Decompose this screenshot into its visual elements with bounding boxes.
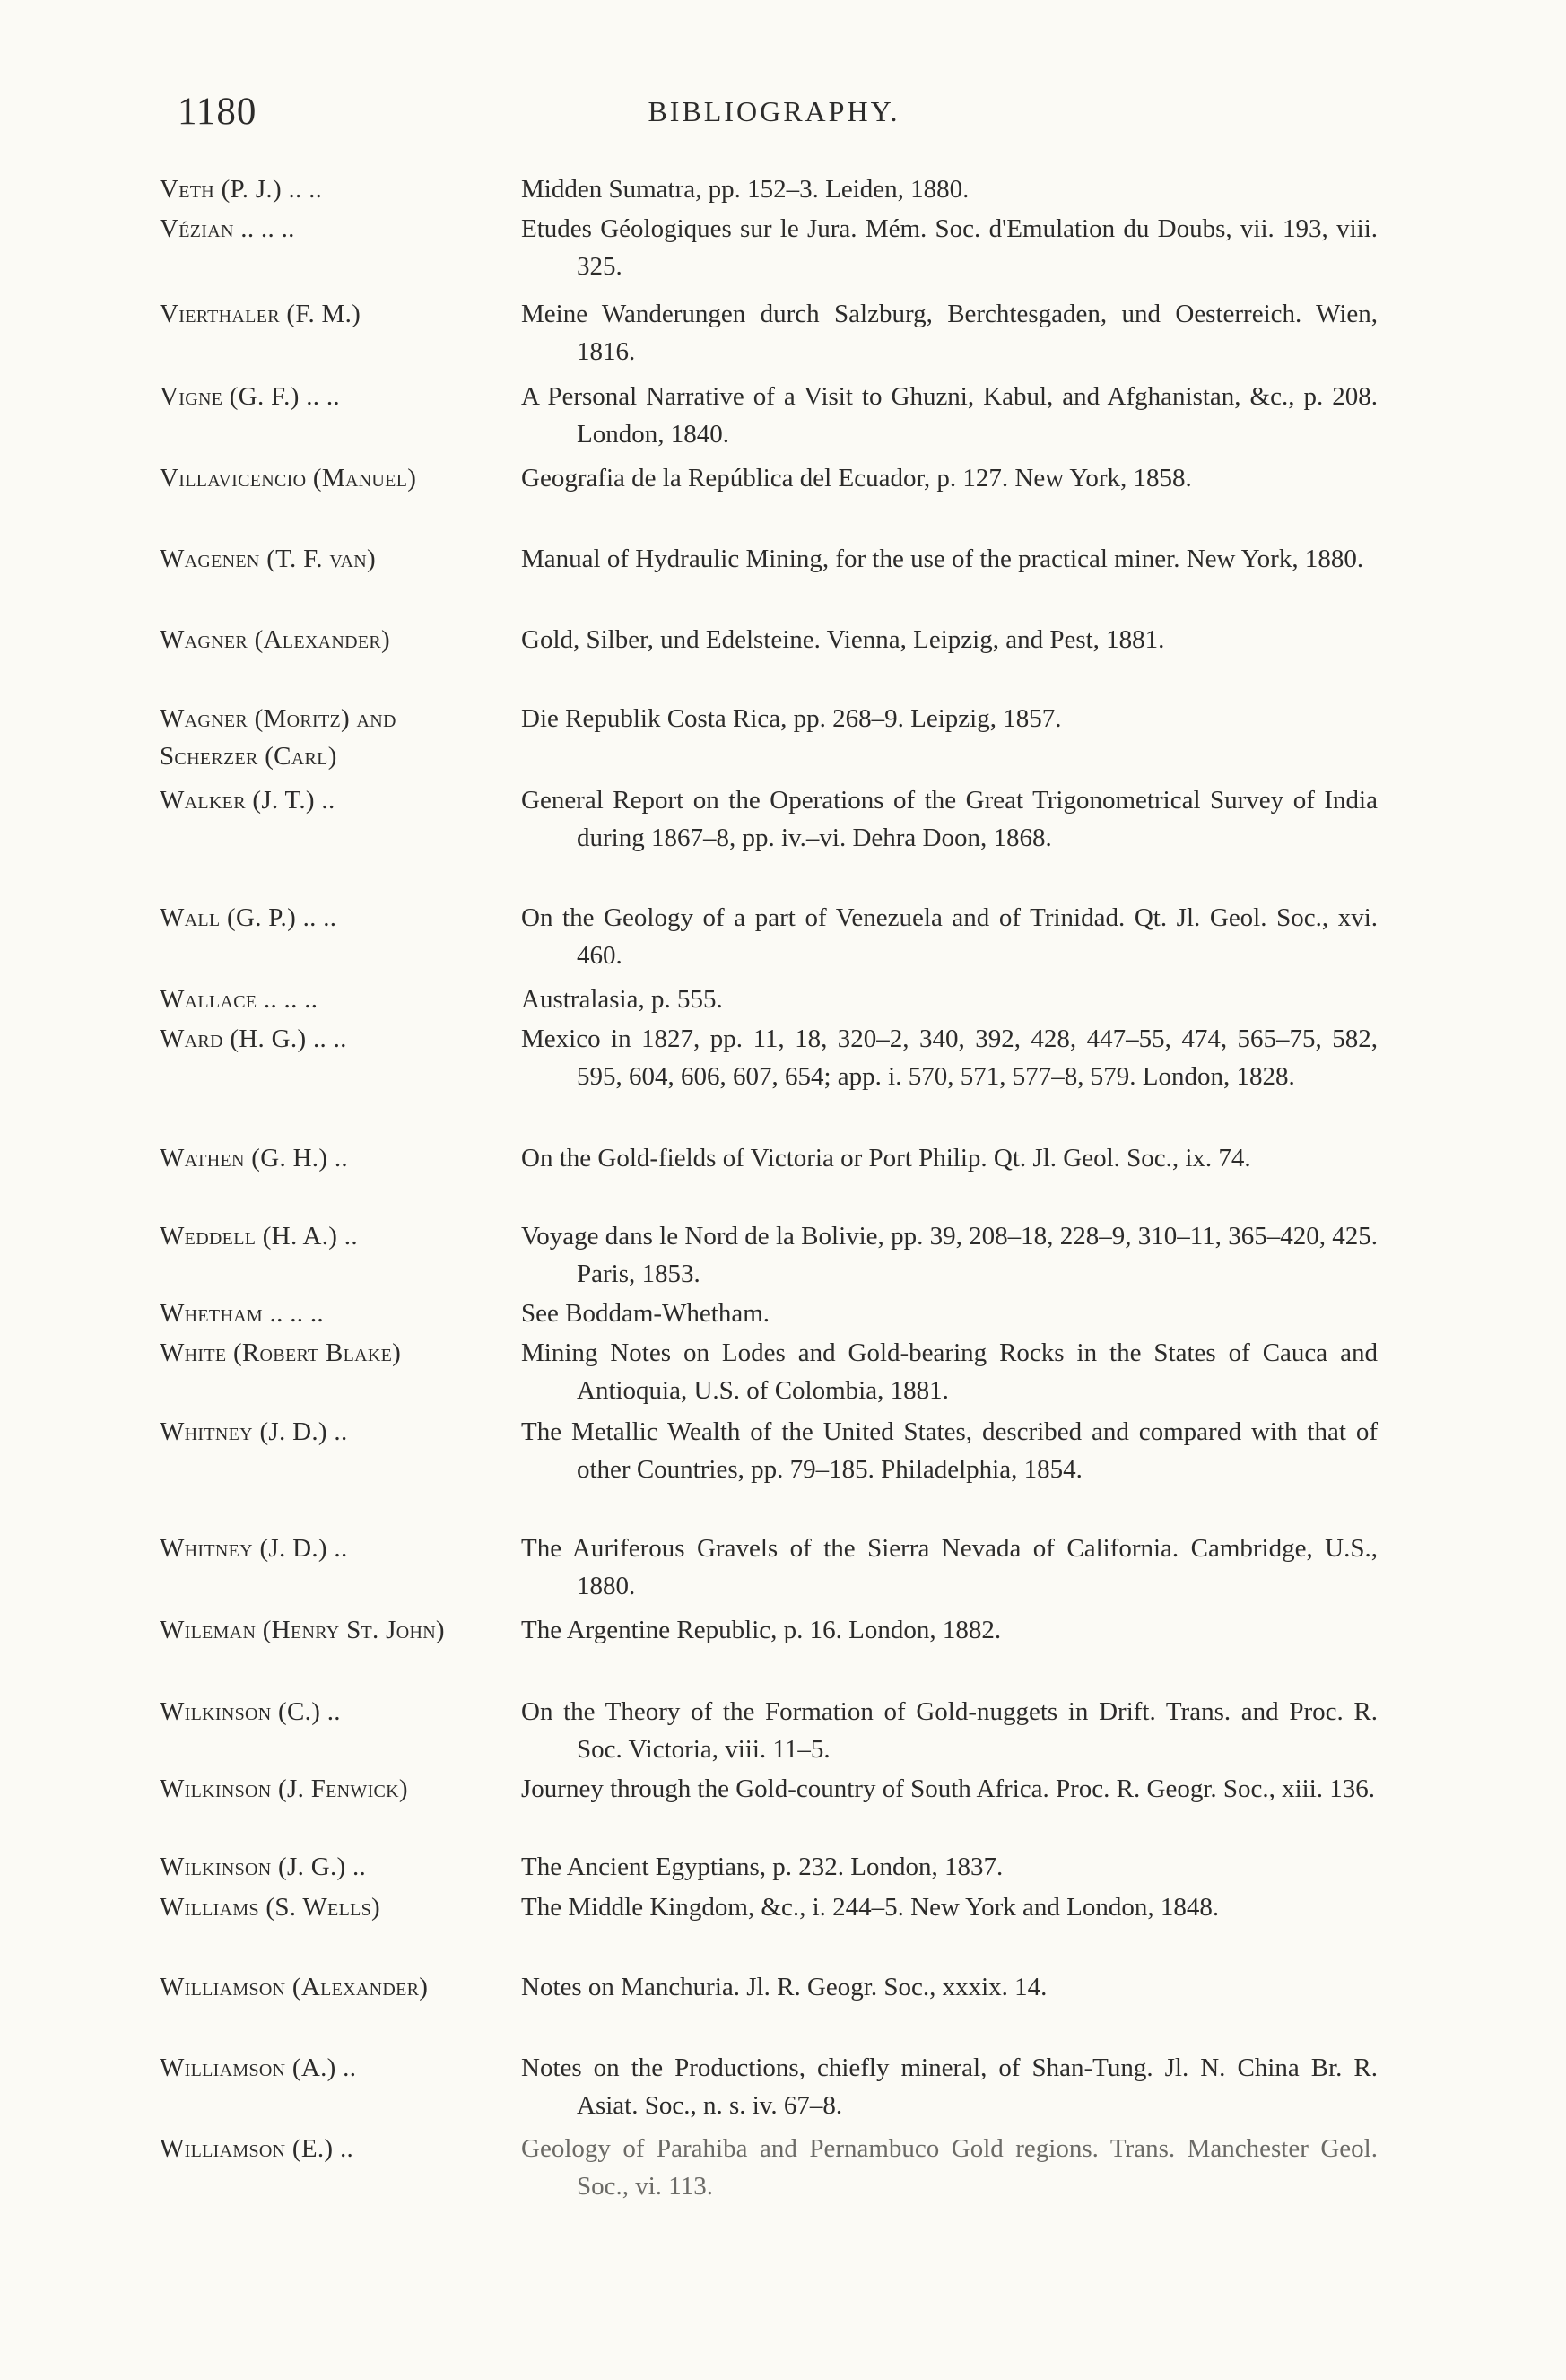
entry-work: Notes on the Productions, chiefly mineral, of Shan-Tung. Jl. N. China Br. R. Asiat. Soc., n. s. iv. 67–8. <box>521 2053 1378 2120</box>
entry-author: Whitney (J. D.) .. <box>160 1417 348 1446</box>
entry-author: Wagner (Alexander) <box>160 625 390 654</box>
entry-author: Wilkinson (J. Fenwick) <box>160 1774 408 1803</box>
entry-author: Wathen (G. H.) .. <box>160 1144 348 1173</box>
entry-work: A Personal Narrative of a Visit to Ghuzni, Kabul, and Afghanistan, &c., p. 208. London, 1840. <box>521 382 1378 449</box>
entry-author: Weddell (H. A.) .. <box>160 1222 358 1251</box>
entry-work: Geografia de la República del Ecuador, p. 127. New York, 1858. <box>521 464 1192 493</box>
entry-author: Vézian .. .. .. <box>160 214 295 243</box>
entry-author: Wall (G. P.) .. .. <box>160 903 337 932</box>
entry-work: Manual of Hydraulic Mining, for the use of the practical miner. New York, 1880. <box>521 545 1364 573</box>
entry-work: Midden Sumatra, pp. 152–3. Leiden, 1880. <box>521 175 970 204</box>
entry-author: Williams (S. Wells) <box>160 1893 380 1922</box>
entry-work: On the Gold-fields of Victoria or Port Philip. Qt. Jl. Geol. Soc., ix. 74. <box>521 1144 1251 1173</box>
entry-work: Voyage dans le Nord de la Bolivie, pp. 39, 208–18, 228–9, 310–11, 365–420, 425. Paris, 1853. <box>521 1222 1378 1288</box>
running-head-title: BIBLIOGRAPHY. <box>648 95 900 127</box>
entry-work: Australasia, p. 555. <box>521 985 723 1014</box>
entry-author: Wagner (Moritz) and Scherzer (Carl) <box>160 704 396 771</box>
entry-work: Geology of Parahiba and Pernambuco Gold regions. Trans. Manchester Geol. Soc., vi. 113. <box>521 2134 1378 2201</box>
entry-work: The Metallic Wealth of the United States, described and compared with that of other Countries, pp. 79–185. Philadelphia, 1854. <box>521 1417 1378 1484</box>
entry-author: Veth (P. J.) .. .. <box>160 175 323 204</box>
entry-author: Whetham .. .. .. <box>160 1299 324 1328</box>
entry-work: On the Geology of a part of Venezuela and of Trinidad. Qt. Jl. Geol. Soc., xvi. 460. <box>521 903 1378 970</box>
entry-work: Etudes Géologiques sur le Jura. Mém. Soc. d'Emulation du Doubs, vii. 193, viii. 325. <box>521 214 1378 281</box>
entry-author: Vierthaler (F. M.) <box>160 300 361 328</box>
entry-author: Walker (J. T.) .. <box>160 786 335 815</box>
entry-work: See Boddam-Whetham. <box>521 1299 770 1328</box>
entry-work: The Auriferous Gravels of the Sierra Nevada of California. Cambridge, U.S., 1880. <box>521 1534 1378 1600</box>
entry-work: Journey through the Gold-country of South Africa. Proc. R. Geogr. Soc., xiii. 136. <box>521 1774 1376 1803</box>
entry-author: Williamson (Alexander) <box>160 1973 429 2001</box>
entry-author: Whitney (J. D.) .. <box>160 1534 348 1563</box>
entry-work: General Report on the Operations of the Great Trigonometrical Survey of India during 1867–8, pp. iv.–vi. Dehra Doon, 1868. <box>521 786 1378 852</box>
entry-work: The Ancient Egyptians, p. 232. London, 1837. <box>521 1853 1004 1881</box>
entry-author: White (Robert Blake) <box>160 1338 402 1367</box>
entry-work: Meine Wanderungen durch Salzburg, Berchtesgaden, und Oesterreich. Wien, 1816. <box>521 300 1378 366</box>
page-number: 1180 <box>178 91 257 133</box>
entry-author: Williamson (A.) .. <box>160 2053 357 2082</box>
entry-author: Vigne (G. F.) .. .. <box>160 382 340 411</box>
entry-author: Williamson (E.) .. <box>160 2134 354 2163</box>
entry-author: Wileman (Henry St. John) <box>160 1616 445 1644</box>
entry-author: Wallace .. .. .. <box>160 985 318 1014</box>
entry-author: Ward (H. G.) .. .. <box>160 1024 347 1053</box>
entry-work: Gold, Silber, und Edelsteine. Vienna, Leipzig, and Pest, 1881. <box>521 625 1165 654</box>
entry-author: Wilkinson (J. G.) .. <box>160 1853 367 1881</box>
entry-work: The Argentine Republic, p. 16. London, 1882. <box>521 1616 1002 1644</box>
entry-work: Die Republik Costa Rica, pp. 268–9. Leipzig, 1857. <box>521 704 1062 733</box>
entry-author: Wagenen (T. F. van) <box>160 545 376 573</box>
entry-work: Mexico in 1827, pp. 11, 18, 320–2, 340, 392, 428, 447–55, 474, 565–75, 582, 595, 604, 606, 607, 654; app. i. 570, 571, 577–8, 579. London, 1828. <box>521 1024 1378 1091</box>
entry-work: On the Theory of the Formation of Gold-nuggets in Drift. Trans. and Proc. R. Soc. Victoria, viii. 11–5. <box>521 1697 1378 1764</box>
entry-author: Villavicencio (Manuel) <box>160 464 417 493</box>
entry-work: Notes on Manchuria. Jl. R. Geogr. Soc., xxxix. 14. <box>521 1973 1048 2001</box>
entry-work: The Middle Kingdom, &c., i. 244–5. New York and London, 1848. <box>521 1893 1220 1922</box>
entry-work: Mining Notes on Lodes and Gold-bearing Rocks in the States of Cauca and Antioquia, U.S. of Colombia, 1881. <box>521 1338 1378 1405</box>
entry-author: Wilkinson (C.) .. <box>160 1697 341 1726</box>
